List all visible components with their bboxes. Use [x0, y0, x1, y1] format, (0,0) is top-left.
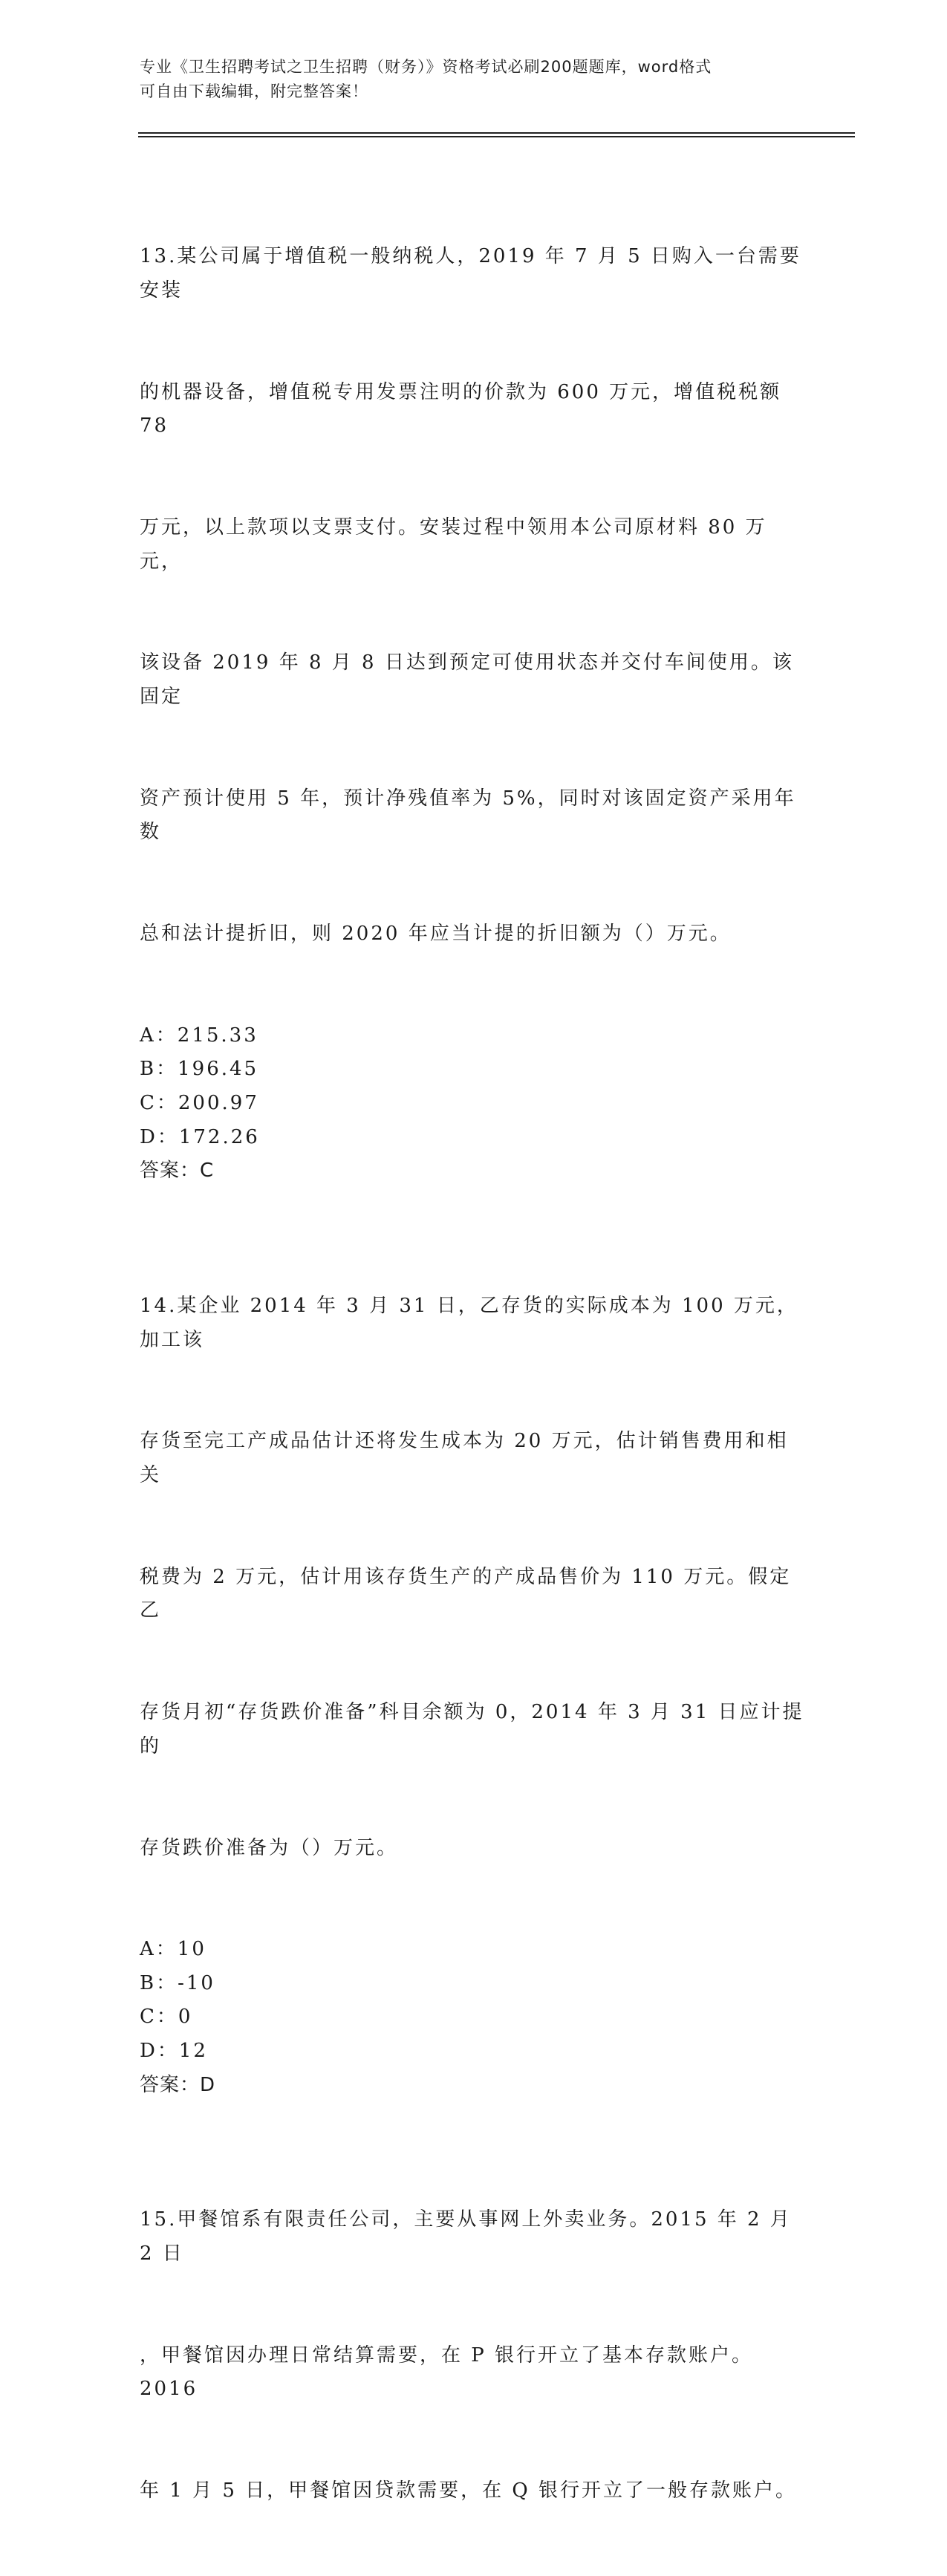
- stem-line: ，甲餐馆因办理日常结算需要，在 P 银行开立了基本存款账户。2016: [140, 2344, 754, 2401]
- stem-line: 年 1 月 5 日，甲餐馆因贷款需要，在 Q 银行开立了一般存款账户。: [140, 2479, 797, 2502]
- question-list: [140, 172, 808, 2576]
- option-d: D：12: [140, 2040, 208, 2063]
- option-a: A：215.33: [140, 1024, 258, 1047]
- document-header: [140, 55, 808, 104]
- stem-line: 13.某公司属于增值税一般纳税人，2019 年 7 月 5 日购入一台需要安装: [140, 245, 801, 302]
- header-line-2: 可自由下载编辑，附完整答案！: [140, 82, 368, 100]
- question-spacer: [140, 2102, 808, 2136]
- header-line-1: 专业《卫生招聘考试之卫生招聘（财务）》资格考试必刷200题题库，word格式: [140, 58, 712, 76]
- question-stem: [140, 2136, 808, 2576]
- question-spacer: [140, 1188, 808, 1222]
- option-c: C：0: [140, 2006, 193, 2029]
- stem-line: 税费为 2 万元，估计用该存货生产的产成品售价为 110 万元。假定乙: [140, 1565, 792, 1622]
- question-stem: [140, 1222, 808, 1933]
- stem-line: 14.某企业 2014 年 3 月 31 日，乙存货的实际成本为 100 万元，加工该: [140, 1295, 798, 1351]
- answer-label: 答案：C: [140, 1159, 215, 1183]
- option-d: D：172.26: [140, 1125, 260, 1148]
- question-stem: [140, 172, 808, 1019]
- stem-line: 的机器设备，增值税专用发票注明的价款为 600 万元，增值税税额 78: [140, 380, 790, 438]
- option-b: B：-10: [140, 1971, 215, 1994]
- question-13: [140, 172, 808, 1188]
- stem-line: 存货跌价准备为（）万元。: [140, 1836, 399, 1859]
- option-a: A：10: [140, 1938, 206, 1961]
- header-divider-bottom: [138, 136, 855, 137]
- option-c: C：200.97: [140, 1092, 259, 1115]
- stem-line: 15.甲餐馆系有限责任公司，主要从事网上外卖业务。2015 年 2 月 2 日: [140, 2208, 801, 2266]
- option-b: B：196.45: [140, 1058, 259, 1081]
- stem-line: 存货至完工产成品估计还将发生成本为 20 万元，估计销售费用和相关: [140, 1430, 789, 1486]
- stem-line: 总和法计提折旧，则 2020 年应当计提的折旧额为（）万元。: [140, 923, 732, 946]
- stem-line: 存货月初“存货跌价准备”科目余额为 0，2014 年 3 月 31 日应计提的: [140, 1701, 804, 1757]
- answer-label: 答案：D: [140, 2073, 216, 2096]
- stem-line: 该设备 2019 年 8 月 8 日达到预定可使用状态并交付车间使用。该固定: [140, 651, 794, 708]
- question-15: [140, 2136, 808, 2576]
- stem-line: 万元，以上款项以支票支付。安装过程中领用本公司原材料 80 万元，: [140, 515, 767, 573]
- stem-line: 资产预计使用 5 年，预计净残值率为 5%，同时对该固定资产采用年数: [140, 787, 796, 844]
- question-14: [140, 1222, 808, 2102]
- header-divider-top: [138, 132, 855, 134]
